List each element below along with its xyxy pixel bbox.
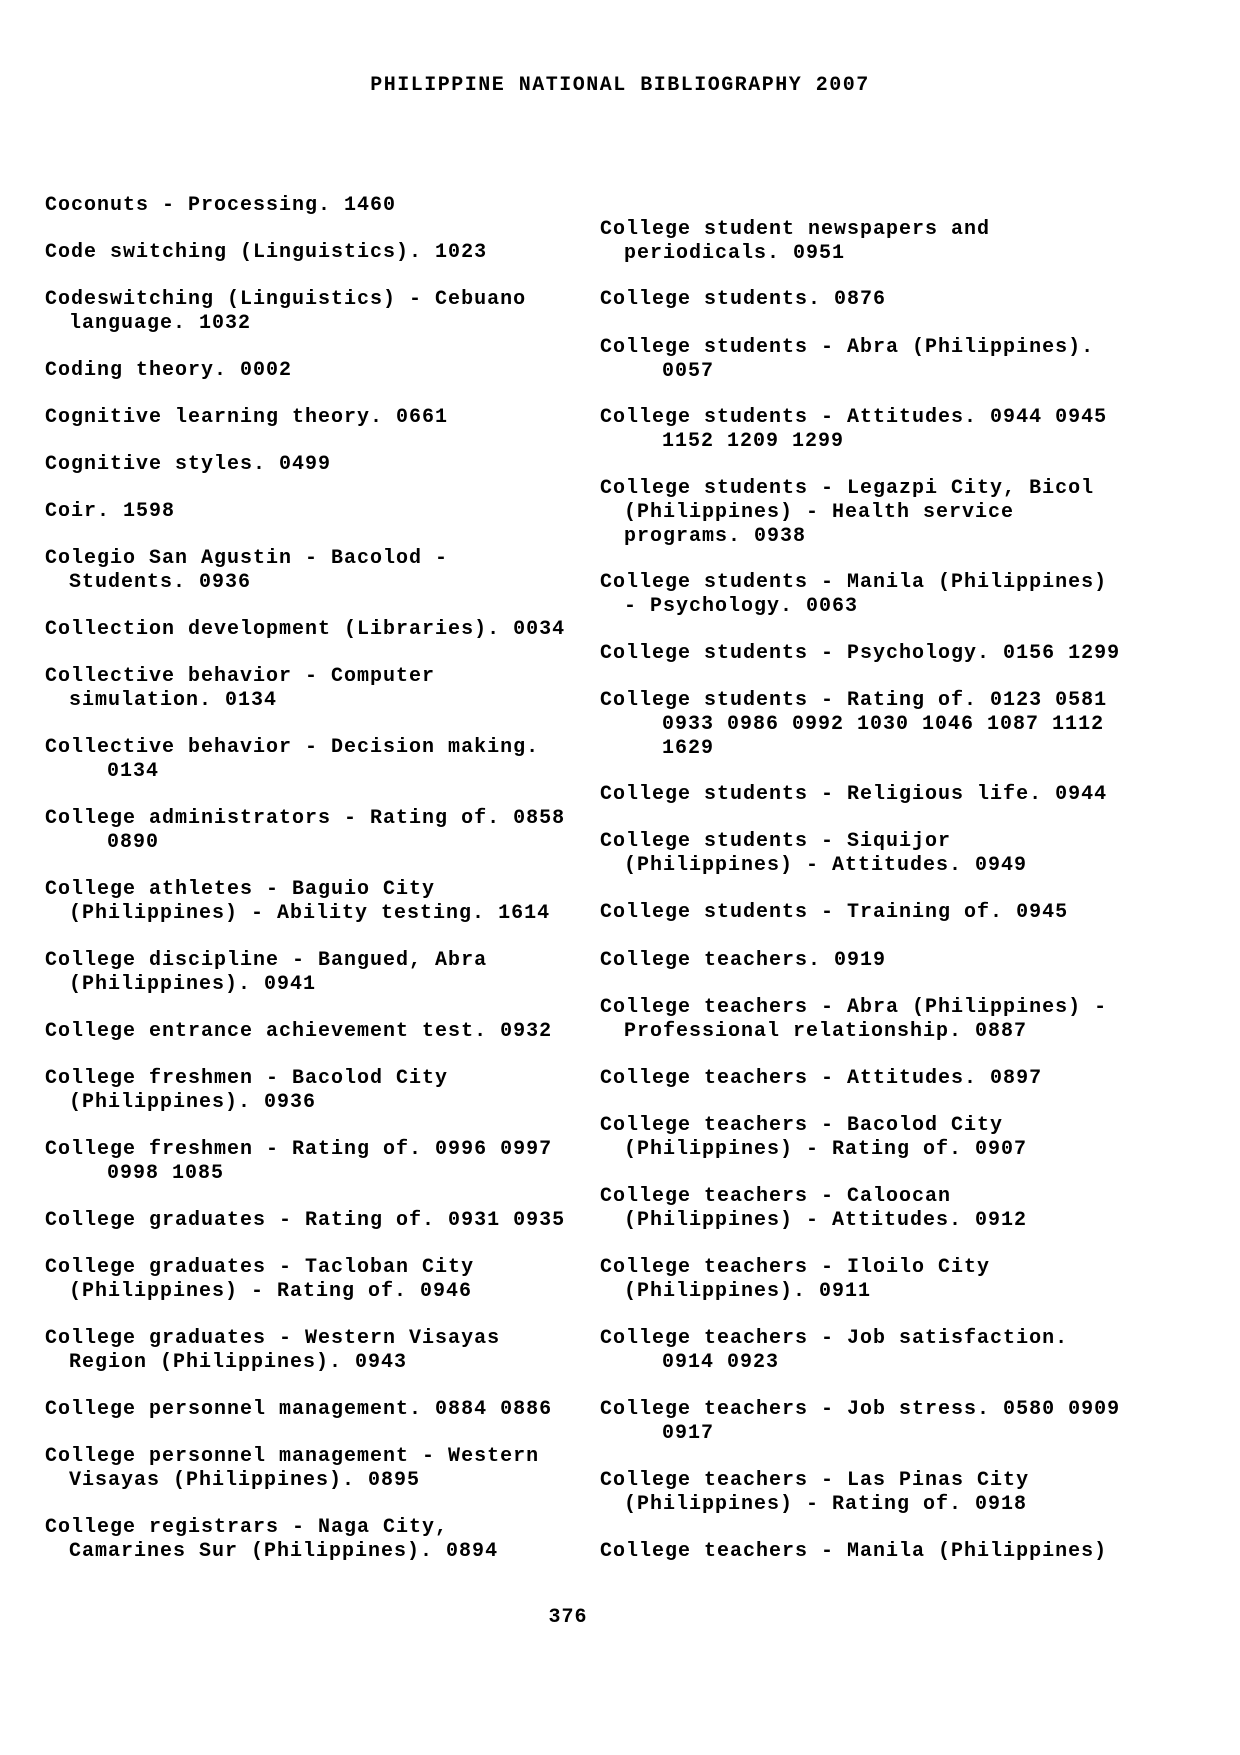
entry-continuation: language. 1032 xyxy=(69,312,252,335)
entry-continuation: Region (Philippines). 0943 xyxy=(69,1351,408,1374)
index-entry xyxy=(45,547,585,595)
index-entry xyxy=(45,1209,585,1233)
index-entry xyxy=(45,1516,585,1564)
entry-heading: College personnel management - Western xyxy=(45,1445,540,1468)
entry-continuation: (Philippines) - Rating of. 0946 xyxy=(69,1280,473,1303)
entry-heading: Coir. 1598 xyxy=(45,500,176,523)
entry-heading: College freshmen - Bacolod City xyxy=(45,1067,449,1090)
index-entry xyxy=(45,194,585,218)
entry-heading: College graduates - Tacloban City xyxy=(45,1256,475,1279)
entry-heading: College athletes - Baguio City xyxy=(45,878,436,901)
entry-continuation: (Philippines) - Ability testing. 1614 xyxy=(69,902,551,925)
index-entry xyxy=(45,1256,585,1304)
index-entry xyxy=(45,949,585,997)
entry-continuation: (Philippines). 0941 xyxy=(69,973,317,996)
entry-heading: College students - Siquijor xyxy=(600,830,952,853)
entry-continuation: - Psychology. 0063 xyxy=(624,595,859,618)
entry-heading: College teachers - Bacolod City xyxy=(600,1114,1004,1137)
entry-heading: College students - Attitudes. 0944 0945 xyxy=(600,406,1108,429)
entry-continuation: (Philippines) - Rating of. 0907 xyxy=(624,1138,1028,1161)
entry-heading: College administrators - Rating of. 0858 xyxy=(45,807,566,830)
entry-continuation: 1152 1209 1299 xyxy=(662,430,845,453)
index-entry xyxy=(600,1540,1140,1564)
index-entry xyxy=(600,783,1140,807)
entry-continuation: 0914 0923 xyxy=(662,1351,780,1374)
entry-heading: Collective behavior - Computer xyxy=(45,665,436,688)
index-entry xyxy=(45,1067,585,1115)
index-entry xyxy=(600,336,1140,384)
entry-continuation: Visayas (Philippines). 0895 xyxy=(69,1469,421,1492)
entry-heading: College teachers - Job stress. 0580 0909 xyxy=(600,1398,1121,1421)
entry-heading: College freshmen - Rating of. 0996 0997 xyxy=(45,1138,553,1161)
entry-continuation: programs. 0938 xyxy=(624,525,807,548)
entry-heading: College teachers - Las Pinas City xyxy=(600,1469,1030,1492)
entry-heading: College teachers - Attitudes. 0897 xyxy=(600,1067,1043,1090)
index-entry xyxy=(600,1469,1140,1517)
index-entry xyxy=(600,1398,1140,1446)
entry-heading: College graduates - Western Visayas xyxy=(45,1327,501,1350)
entry-continuation: (Philippines) - Health service xyxy=(624,501,1015,524)
entry-heading: College students - Legazpi City, Bicol xyxy=(600,477,1095,500)
entry-heading: Codeswitching (Linguistics) - Cebuano xyxy=(45,288,527,311)
entry-heading: College teachers - Iloilo City xyxy=(600,1256,991,1279)
entry-heading: Coconuts - Processing. 1460 xyxy=(45,194,397,217)
index-entry xyxy=(45,665,585,713)
entry-continuation: Professional relationship. 0887 xyxy=(624,1020,1028,1043)
index-entry xyxy=(600,689,1140,761)
page-title: PHILIPPINE NATIONAL BIBLIOGRAPHY 2007 xyxy=(370,74,870,97)
entry-heading: College students - Rating of. 0123 0581 xyxy=(600,689,1108,712)
entry-continuation: periodicals. 0951 xyxy=(624,242,846,265)
entry-continuation: (Philippines) - Rating of. 0918 xyxy=(624,1493,1028,1516)
index-entry xyxy=(600,901,1140,925)
entry-continuation: 0890 xyxy=(107,831,160,854)
index-entry xyxy=(600,1256,1140,1304)
index-entry xyxy=(45,453,585,477)
entry-heading: College students - Training of. 0945 xyxy=(600,901,1069,924)
index-entry xyxy=(45,807,585,855)
index-entry xyxy=(600,571,1140,619)
entry-continuation: simulation. 0134 xyxy=(69,689,278,712)
entry-continuation: 0998 1085 xyxy=(107,1162,225,1185)
entry-continuation: (Philippines). 0911 xyxy=(624,1280,872,1303)
index-entry xyxy=(45,1327,585,1375)
index-entry xyxy=(600,996,1140,1044)
index-entry xyxy=(45,1445,585,1493)
entry-continuation: Students. 0936 xyxy=(69,571,252,594)
entry-heading: College personnel management. 0884 0886 xyxy=(45,1398,553,1421)
index-entry xyxy=(600,477,1140,549)
index-entry xyxy=(600,288,1140,312)
index-entry xyxy=(600,406,1140,454)
entry-heading: College discipline - Bangued, Abra xyxy=(45,949,488,972)
entry-continuation: (Philippines) - Attitudes. 0912 xyxy=(624,1209,1028,1232)
index-entry xyxy=(600,830,1140,878)
entry-heading: College student newspapers and xyxy=(600,218,991,241)
entry-heading: College students - Abra (Philippines). xyxy=(600,336,1095,359)
index-entry xyxy=(45,618,585,642)
entry-heading: College teachers - Manila (Philippines) xyxy=(600,1540,1108,1563)
entry-continuation: (Philippines) - Attitudes. 0949 xyxy=(624,854,1028,877)
entry-heading: Colegio San Agustin - Bacolod - xyxy=(45,547,449,570)
entry-heading: College students. 0876 xyxy=(600,288,887,311)
entry-heading: Collection development (Libraries). 0034 xyxy=(45,618,566,641)
entry-heading: Cognitive learning theory. 0661 xyxy=(45,406,449,429)
index-entry xyxy=(600,1185,1140,1233)
entry-heading: Collective behavior - Decision making. xyxy=(45,736,540,759)
index-entry xyxy=(45,406,585,430)
entry-heading: Coding theory. 0002 xyxy=(45,359,293,382)
entry-heading: College students - Manila (Philippines) xyxy=(600,571,1108,594)
index-entry xyxy=(600,1114,1140,1162)
entry-continuation: 0917 xyxy=(662,1422,715,1445)
entry-heading: College teachers. 0919 xyxy=(600,949,887,972)
index-entry xyxy=(600,1067,1140,1091)
index-entry xyxy=(45,288,585,336)
entry-continuation: Camarines Sur (Philippines). 0894 xyxy=(69,1540,499,1563)
index-entry xyxy=(45,359,585,383)
index-entry xyxy=(45,878,585,926)
entry-heading: Cognitive styles. 0499 xyxy=(45,453,332,476)
entry-heading: College teachers - Abra (Philippines) - xyxy=(600,996,1108,1019)
page-number: 376 xyxy=(548,1606,588,1629)
entry-continuation: (Philippines). 0936 xyxy=(69,1091,317,1114)
index-entry xyxy=(600,949,1140,973)
index-entry xyxy=(600,642,1140,666)
index-entry xyxy=(600,1327,1140,1375)
index-entry xyxy=(45,1138,585,1186)
index-entry xyxy=(600,218,1140,266)
entry-heading: College students - Religious life. 0944 xyxy=(600,783,1108,806)
index-entry xyxy=(45,500,585,524)
entry-heading: College teachers - Caloocan xyxy=(600,1185,952,1208)
entry-heading: College students - Psychology. 0156 1299 xyxy=(600,642,1121,665)
entry-heading: Code switching (Linguistics). 1023 xyxy=(45,241,488,264)
entry-continuation: 1629 xyxy=(662,737,715,760)
entry-continuation: 0057 xyxy=(662,360,715,383)
entry-continuation: 0134 xyxy=(107,760,160,783)
index-entry xyxy=(45,1020,585,1044)
entry-heading: College teachers - Job satisfaction. xyxy=(600,1327,1069,1350)
entry-heading: College entrance achievement test. 0932 xyxy=(45,1020,553,1043)
entry-heading: College registrars - Naga City, xyxy=(45,1516,449,1539)
index-entry xyxy=(45,1398,585,1422)
index-entry xyxy=(45,241,585,265)
entry-continuation: 0933 0986 0992 1030 1046 1087 1112 xyxy=(662,713,1105,736)
entry-heading: College graduates - Rating of. 0931 0935 xyxy=(45,1209,566,1232)
index-entry xyxy=(45,736,585,784)
